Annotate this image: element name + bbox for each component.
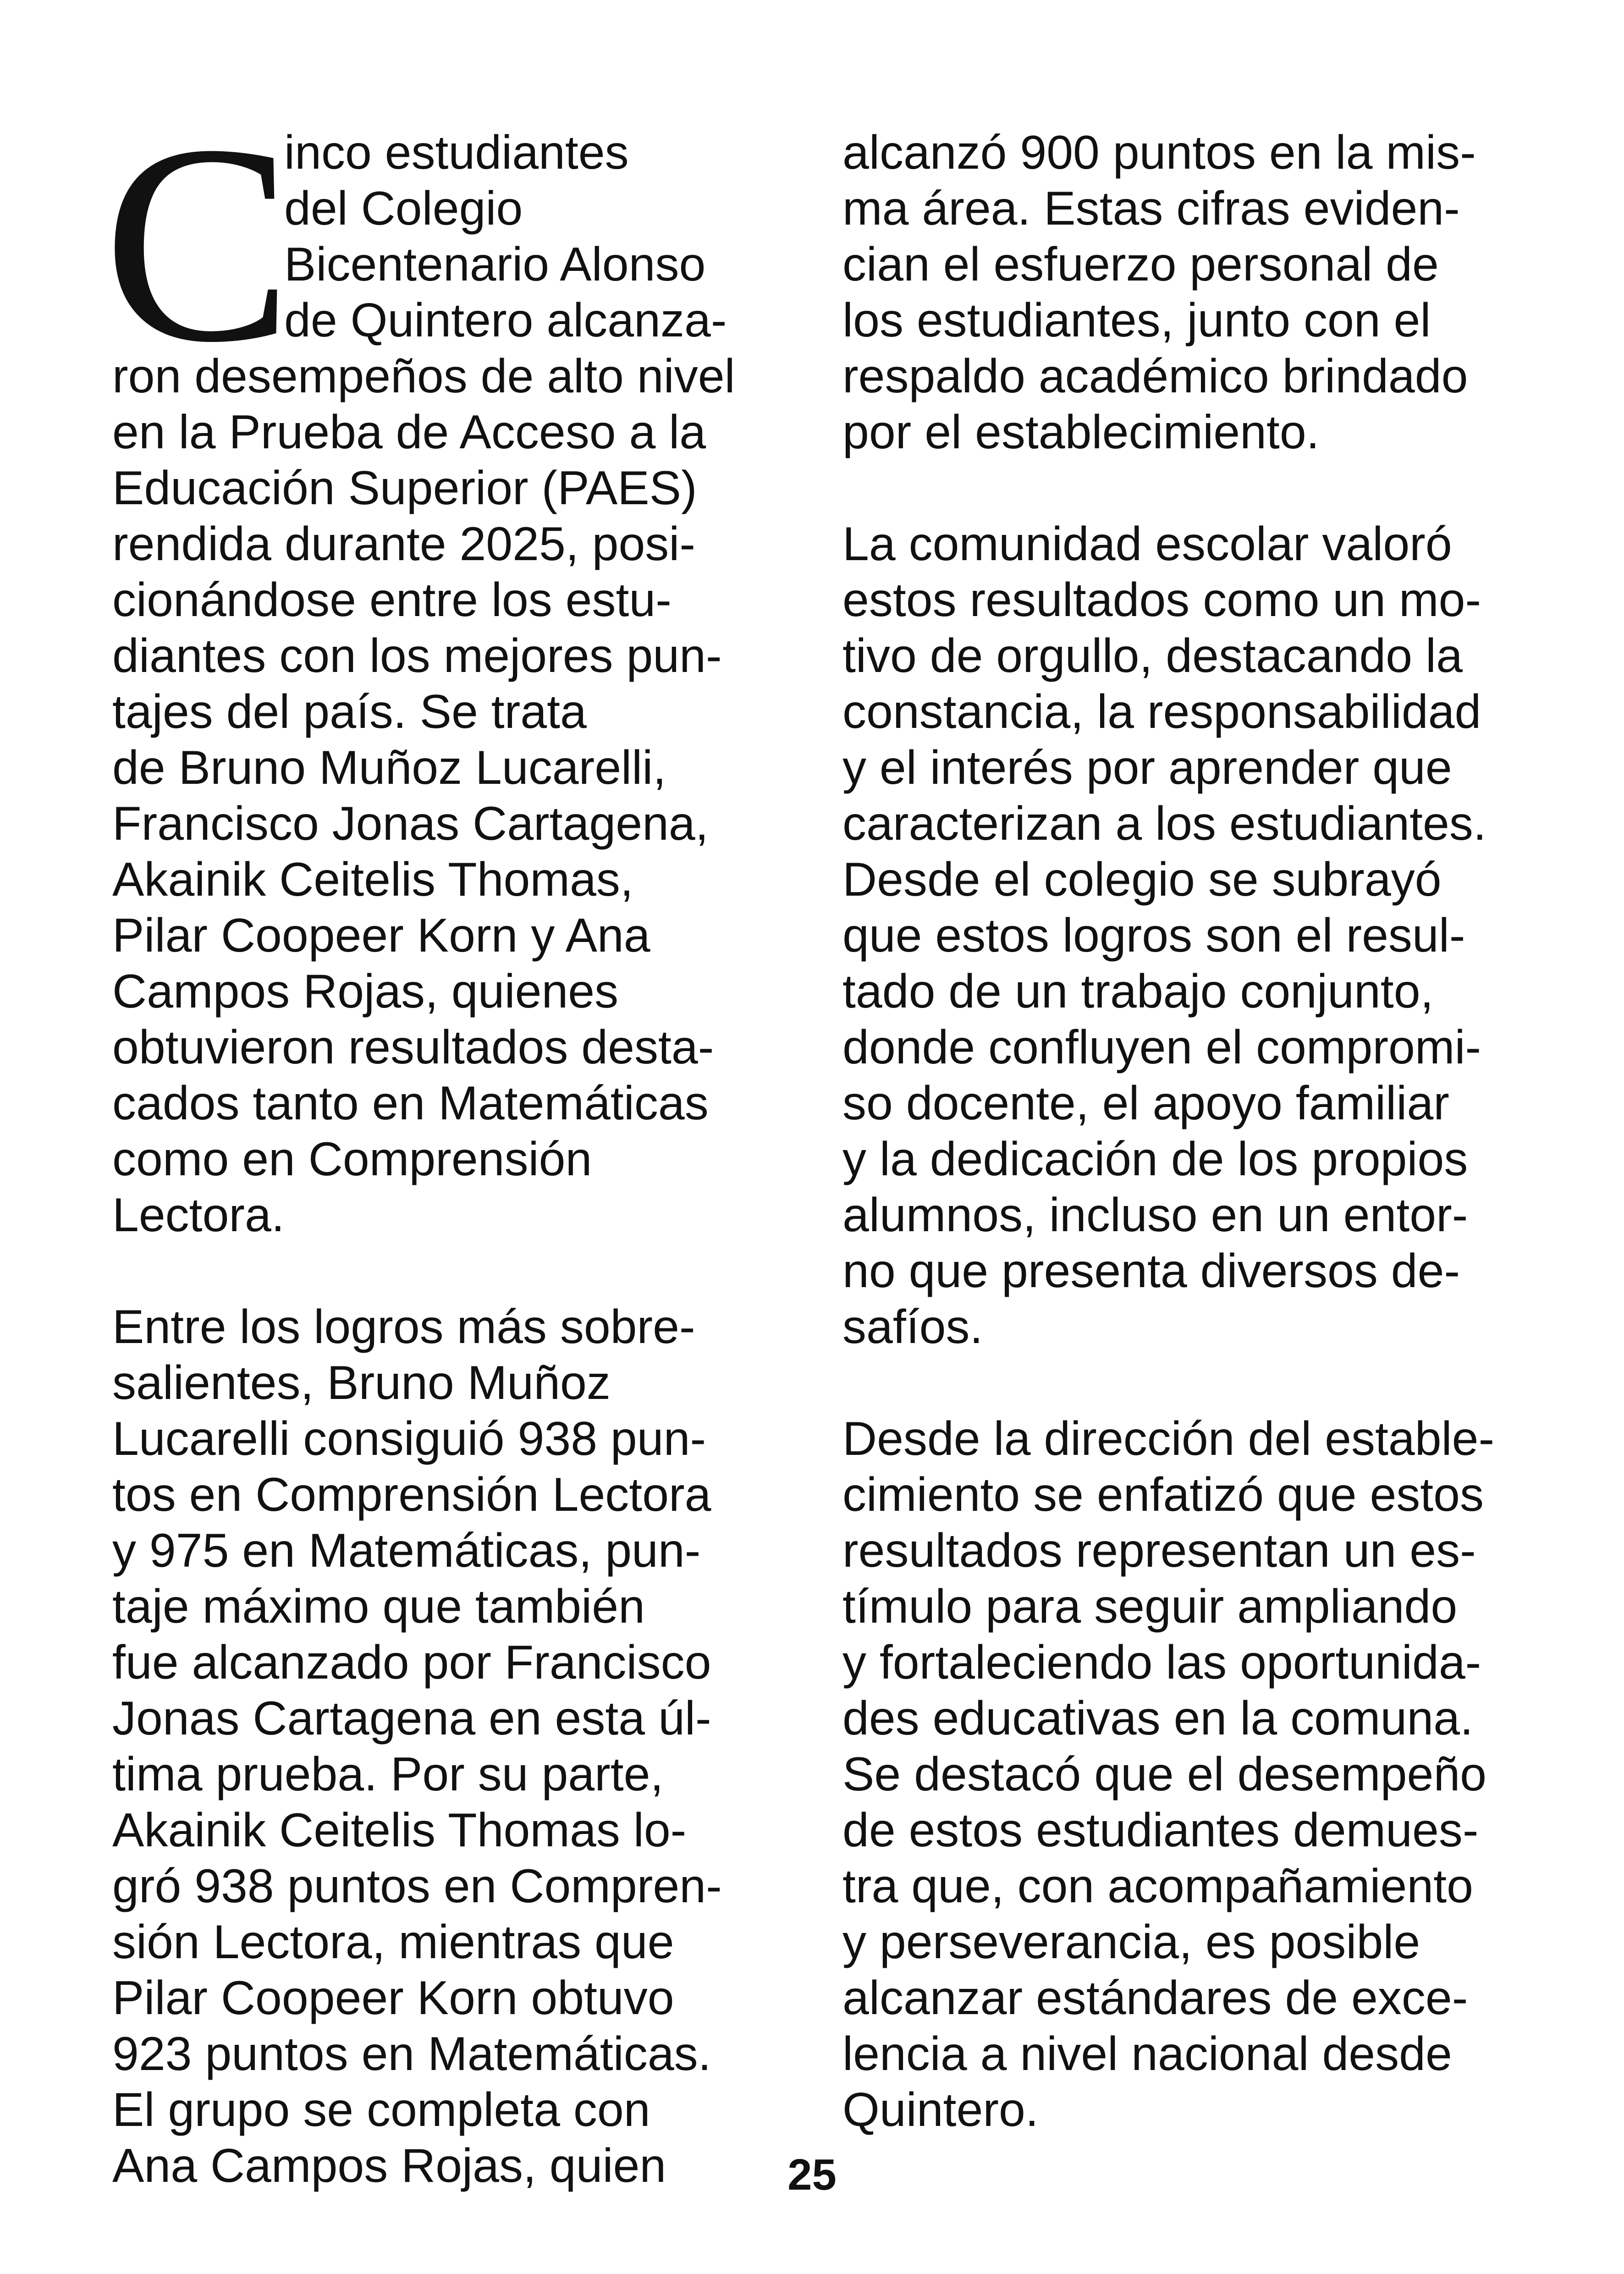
text-line: tado de un trabajo conjunto, (842, 965, 1434, 1018)
text-line: alcanzar estándares de exce- (842, 1971, 1468, 2025)
text-line: no que presenta diversos de- (842, 1244, 1460, 1298)
paragraph-break (842, 460, 1498, 516)
text-line: fue alcanzado por Francisco (112, 1636, 711, 1689)
text-line: del Colegio (284, 182, 523, 235)
text-line: alumnos, incluso en un entor- (842, 1189, 1468, 1242)
text-line: que estos logros son el resul- (842, 909, 1465, 962)
text-line: lencia a nivel nacional desde (842, 2027, 1452, 2081)
text-line: cados tanto en Matemáticas (112, 1077, 709, 1130)
text-line: salientes, Bruno Muñoz (112, 1356, 611, 1410)
text-line: en la Prueba de Acceso a la (112, 406, 706, 459)
text-line: tra que, con acompañamiento (842, 1860, 1473, 1913)
text-line: constancia, la responsabilidad (842, 685, 1481, 738)
text-line: cian el esfuerzo personal de (842, 238, 1439, 291)
text-line: tajes del país. Se trata (112, 685, 587, 738)
text-line: cimiento se enfatizó que estos (842, 1468, 1484, 1521)
text-line: taje máximo que también (112, 1580, 645, 1633)
text-line: respaldo académico brindado (842, 350, 1468, 403)
text-line: de Bruno Muñoz Lucarelli, (112, 741, 666, 794)
text-line: Akainik Ceitelis Thomas lo- (112, 1804, 687, 1857)
text-line: sión Lectora, mientras que (112, 1916, 674, 1969)
drop-cap: C (103, 87, 293, 401)
text-line: tos en Comprensión Lectora (112, 1468, 711, 1521)
text-line: por el establecimiento. (842, 406, 1320, 459)
text-line: El grupo se completa con (112, 2083, 650, 2136)
text-line: obtuvieron resultados desta- (112, 1021, 714, 1074)
text-line: Desde el colegio se subrayó (842, 853, 1442, 906)
text-line: Francisco Jonas Cartagena, (112, 797, 709, 850)
left-column (103, 87, 768, 2194)
text-line: gró 938 puntos en Compren- (112, 1860, 722, 1913)
text-line: tivo de orgullo, destacando la (842, 629, 1463, 683)
text-line: de estos estudiantes demues- (842, 1804, 1479, 1857)
text-line: Akainik Ceitelis Thomas, (112, 853, 633, 906)
text-line: y 975 en Matemáticas, pun- (112, 1524, 701, 1577)
text-line: donde confluyen el compromi- (842, 1021, 1481, 1074)
text-line: como en Comprensión (112, 1133, 592, 1186)
paragraph-break (842, 1355, 1498, 1411)
text-line: Quintero. (842, 2083, 1039, 2136)
text-line: caracterizan a los estudiantes. (842, 797, 1486, 850)
text-line: Pilar Coopeer Korn y Ana (112, 909, 650, 962)
text-line: Bicentenario Alonso (284, 238, 706, 291)
text-line: so docente, el apoyo familiar (842, 1077, 1449, 1130)
text-line: Educación Superior (PAES) (112, 462, 697, 515)
text-line: de Quintero alcanza- (284, 294, 727, 347)
text-line: Ana Campos Rojas, quien (112, 2139, 666, 2192)
text-line: Entre los logros más sobre- (112, 1300, 695, 1354)
text-line: 923 puntos en Matemáticas. (112, 2027, 711, 2081)
text-line: ma área. Estas cifras eviden- (842, 182, 1460, 235)
text-line: Campos Rojas, quienes (112, 965, 619, 1018)
text-line: Se destacó que el desempeño (842, 1748, 1487, 1801)
text-line: resultados representan un es- (842, 1524, 1476, 1577)
text-line: ron desempeños de alto nivel (112, 350, 735, 403)
text-line: rendida durante 2025, posi- (112, 518, 696, 571)
text-line: y la dedicación de los propios (842, 1133, 1468, 1186)
left-column-lines (112, 125, 768, 2194)
text-line: y perseverancia, es posible (842, 1916, 1420, 1969)
text-line: safíos. (842, 1300, 983, 1354)
text-line: Desde la dirección del estable- (842, 1412, 1495, 1465)
text-line: tima prueba. Por su parte, (112, 1748, 664, 1801)
paragraph-break (112, 1243, 768, 1299)
page-number: 25 (787, 2150, 837, 2199)
text-line: cionándose entre los estu- (112, 573, 672, 627)
text-line: y fortaleciendo las oportunida- (842, 1636, 1481, 1689)
text-line: La comunidad escolar valoró (842, 518, 1452, 571)
text-line: inco estudiantes (284, 126, 629, 179)
right-column-lines (842, 125, 1498, 2138)
text-line: Pilar Coopeer Korn obtuvo (112, 1971, 674, 2025)
text-line: estos resultados como un mo- (842, 573, 1481, 627)
right-column (842, 125, 1498, 2138)
text-line: Lucarelli consiguió 938 pun- (112, 1412, 706, 1465)
text-line: Lectora. (112, 1189, 285, 1242)
text-line: alcanzó 900 puntos en la mis- (842, 126, 1476, 179)
text-line: tímulo para seguir ampliando (842, 1580, 1458, 1633)
text-line: los estudiantes, junto con el (842, 294, 1431, 347)
text-line: y el interés por aprender que (842, 741, 1452, 794)
text-line: diantes con los mejores pun- (112, 629, 722, 683)
text-line: Jonas Cartagena en esta úl- (112, 1692, 711, 1745)
text-line: des educativas en la comuna. (842, 1692, 1473, 1745)
